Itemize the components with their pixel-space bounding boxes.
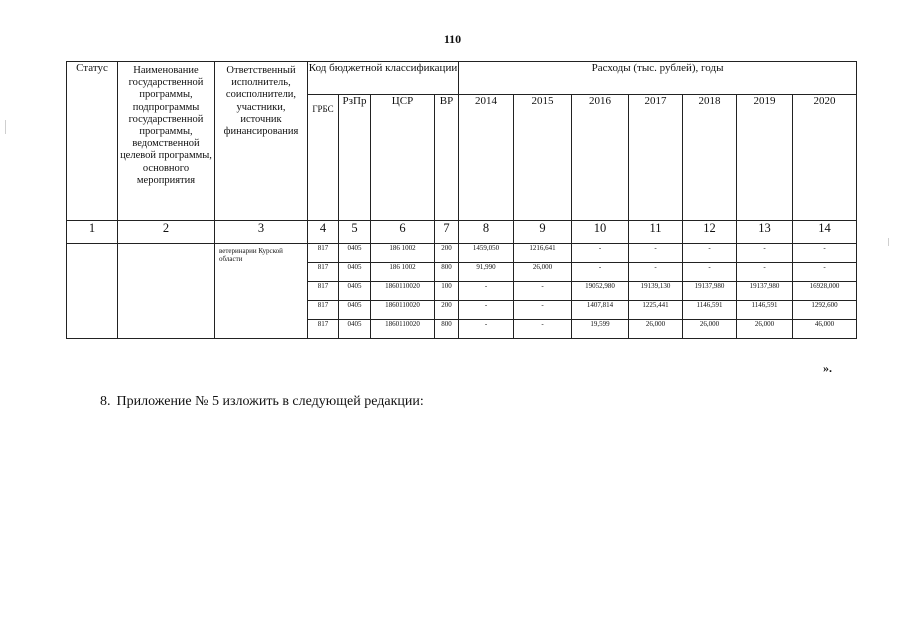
table-cell: 1292,600 (793, 301, 857, 320)
table-cell: - (683, 244, 737, 263)
table-cell: - (793, 263, 857, 282)
column-number: 10 (572, 221, 629, 244)
table-cell: 19137,980 (737, 282, 793, 301)
table-cell: 19137,980 (683, 282, 737, 301)
table-cell: 1860110020 (371, 301, 435, 320)
table-row (67, 244, 857, 263)
table-cell: - (459, 282, 514, 301)
responsible-cell: ветеринарии Курской области (215, 244, 308, 339)
column-number: 8 (459, 221, 514, 244)
table-cell: 0405 (339, 320, 371, 339)
table-cell: - (737, 244, 793, 263)
item-text: Приложение № 5 изложить в следующей редакции: (116, 394, 424, 409)
item-number: 8. (100, 394, 111, 409)
table-cell: 0405 (339, 282, 371, 301)
column-number: 3 (215, 221, 308, 244)
header-grbs: ГРБС (308, 95, 339, 221)
table-cell: 19052,980 (572, 282, 629, 301)
header-responsible: Ответственный исполнитель, соисполнители, участники, источник финансирования (215, 62, 308, 221)
table-cell: 1216,641 (514, 244, 572, 263)
header-status: Статус (67, 62, 118, 221)
table-cell: 0405 (339, 301, 371, 320)
header-rzpr: РзПр (339, 95, 371, 221)
header-year-2019: 2019 (737, 95, 793, 221)
table-cell: 46,000 (793, 320, 857, 339)
table-cell: 1146,591 (737, 301, 793, 320)
column-number-row (67, 221, 857, 244)
table-cell: - (514, 282, 572, 301)
column-number: 14 (793, 221, 857, 244)
page-number: 110 (443, 32, 462, 46)
table-cell: 186 1002 (371, 263, 435, 282)
scan-artifact (5, 120, 6, 134)
table-cell: - (514, 301, 572, 320)
header-name: Наименование государственной программы, подпрограммы государственной программы, ведомственной целевой программы, основного мероприятия (118, 62, 215, 221)
table-cell: - (793, 244, 857, 263)
table-cell: 1407,814 (572, 301, 629, 320)
table-cell: 16928,000 (793, 282, 857, 301)
column-number: 2 (118, 221, 215, 244)
table-cell: 26,000 (629, 320, 683, 339)
table-cell: 817 (308, 282, 339, 301)
status-cell (67, 244, 118, 339)
table-cell: 800 (435, 263, 459, 282)
closing-quote: ». (823, 361, 832, 375)
table-cell: - (629, 244, 683, 263)
item-paragraph (100, 394, 424, 410)
table-cell: - (459, 320, 514, 339)
table-cell: - (514, 320, 572, 339)
table-cell: 186 1002 (371, 244, 435, 263)
scan-artifact (888, 238, 889, 246)
table-cell: 19,599 (572, 320, 629, 339)
name-cell (118, 244, 215, 339)
column-number: 6 (371, 221, 435, 244)
table-cell: 1860110020 (371, 320, 435, 339)
header-year-2018: 2018 (683, 95, 737, 221)
table-cell: 1146,591 (683, 301, 737, 320)
header-year-2017: 2017 (629, 95, 683, 221)
column-number: 12 (683, 221, 737, 244)
table-cell: 817 (308, 263, 339, 282)
header-vr: ВР (435, 95, 459, 221)
table-cell: - (629, 263, 683, 282)
table-cell: 91,990 (459, 263, 514, 282)
table-cell: 1225,441 (629, 301, 683, 320)
table-cell: 100 (435, 282, 459, 301)
table-cell: 26,000 (737, 320, 793, 339)
header-year-2014: 2014 (459, 95, 514, 221)
column-number: 4 (308, 221, 339, 244)
column-number: 11 (629, 221, 683, 244)
table-cell: 200 (435, 301, 459, 320)
table-cell: - (572, 244, 629, 263)
header-year-2020: 2020 (793, 95, 857, 221)
column-number: 5 (339, 221, 371, 244)
table-cell: 817 (308, 320, 339, 339)
table-cell: - (572, 263, 629, 282)
table-cell: 0405 (339, 263, 371, 282)
header-csr: ЦСР (371, 95, 435, 221)
header-year-2015: 2015 (514, 95, 572, 221)
header-year-2016: 2016 (572, 95, 629, 221)
header-budget-code: Код бюджетной классификации (308, 62, 459, 95)
budget-table (66, 61, 857, 339)
table-cell: 19139,130 (629, 282, 683, 301)
table-cell: 1459,050 (459, 244, 514, 263)
table-cell: 1860110020 (371, 282, 435, 301)
table-cell: 0405 (339, 244, 371, 263)
table-cell: 817 (308, 301, 339, 320)
table-cell: 817 (308, 244, 339, 263)
table-cell: 800 (435, 320, 459, 339)
table-cell: 200 (435, 244, 459, 263)
table-cell: - (737, 263, 793, 282)
table-cell: - (683, 263, 737, 282)
column-number: 1 (67, 221, 118, 244)
column-number: 7 (435, 221, 459, 244)
table-cell: 26,000 (514, 263, 572, 282)
header-row-top (67, 62, 857, 95)
header-expenses: Расходы (тыс. рублей), годы (459, 62, 857, 95)
table-cell: - (459, 301, 514, 320)
table-cell: 26,000 (683, 320, 737, 339)
column-number: 9 (514, 221, 572, 244)
column-number: 13 (737, 221, 793, 244)
